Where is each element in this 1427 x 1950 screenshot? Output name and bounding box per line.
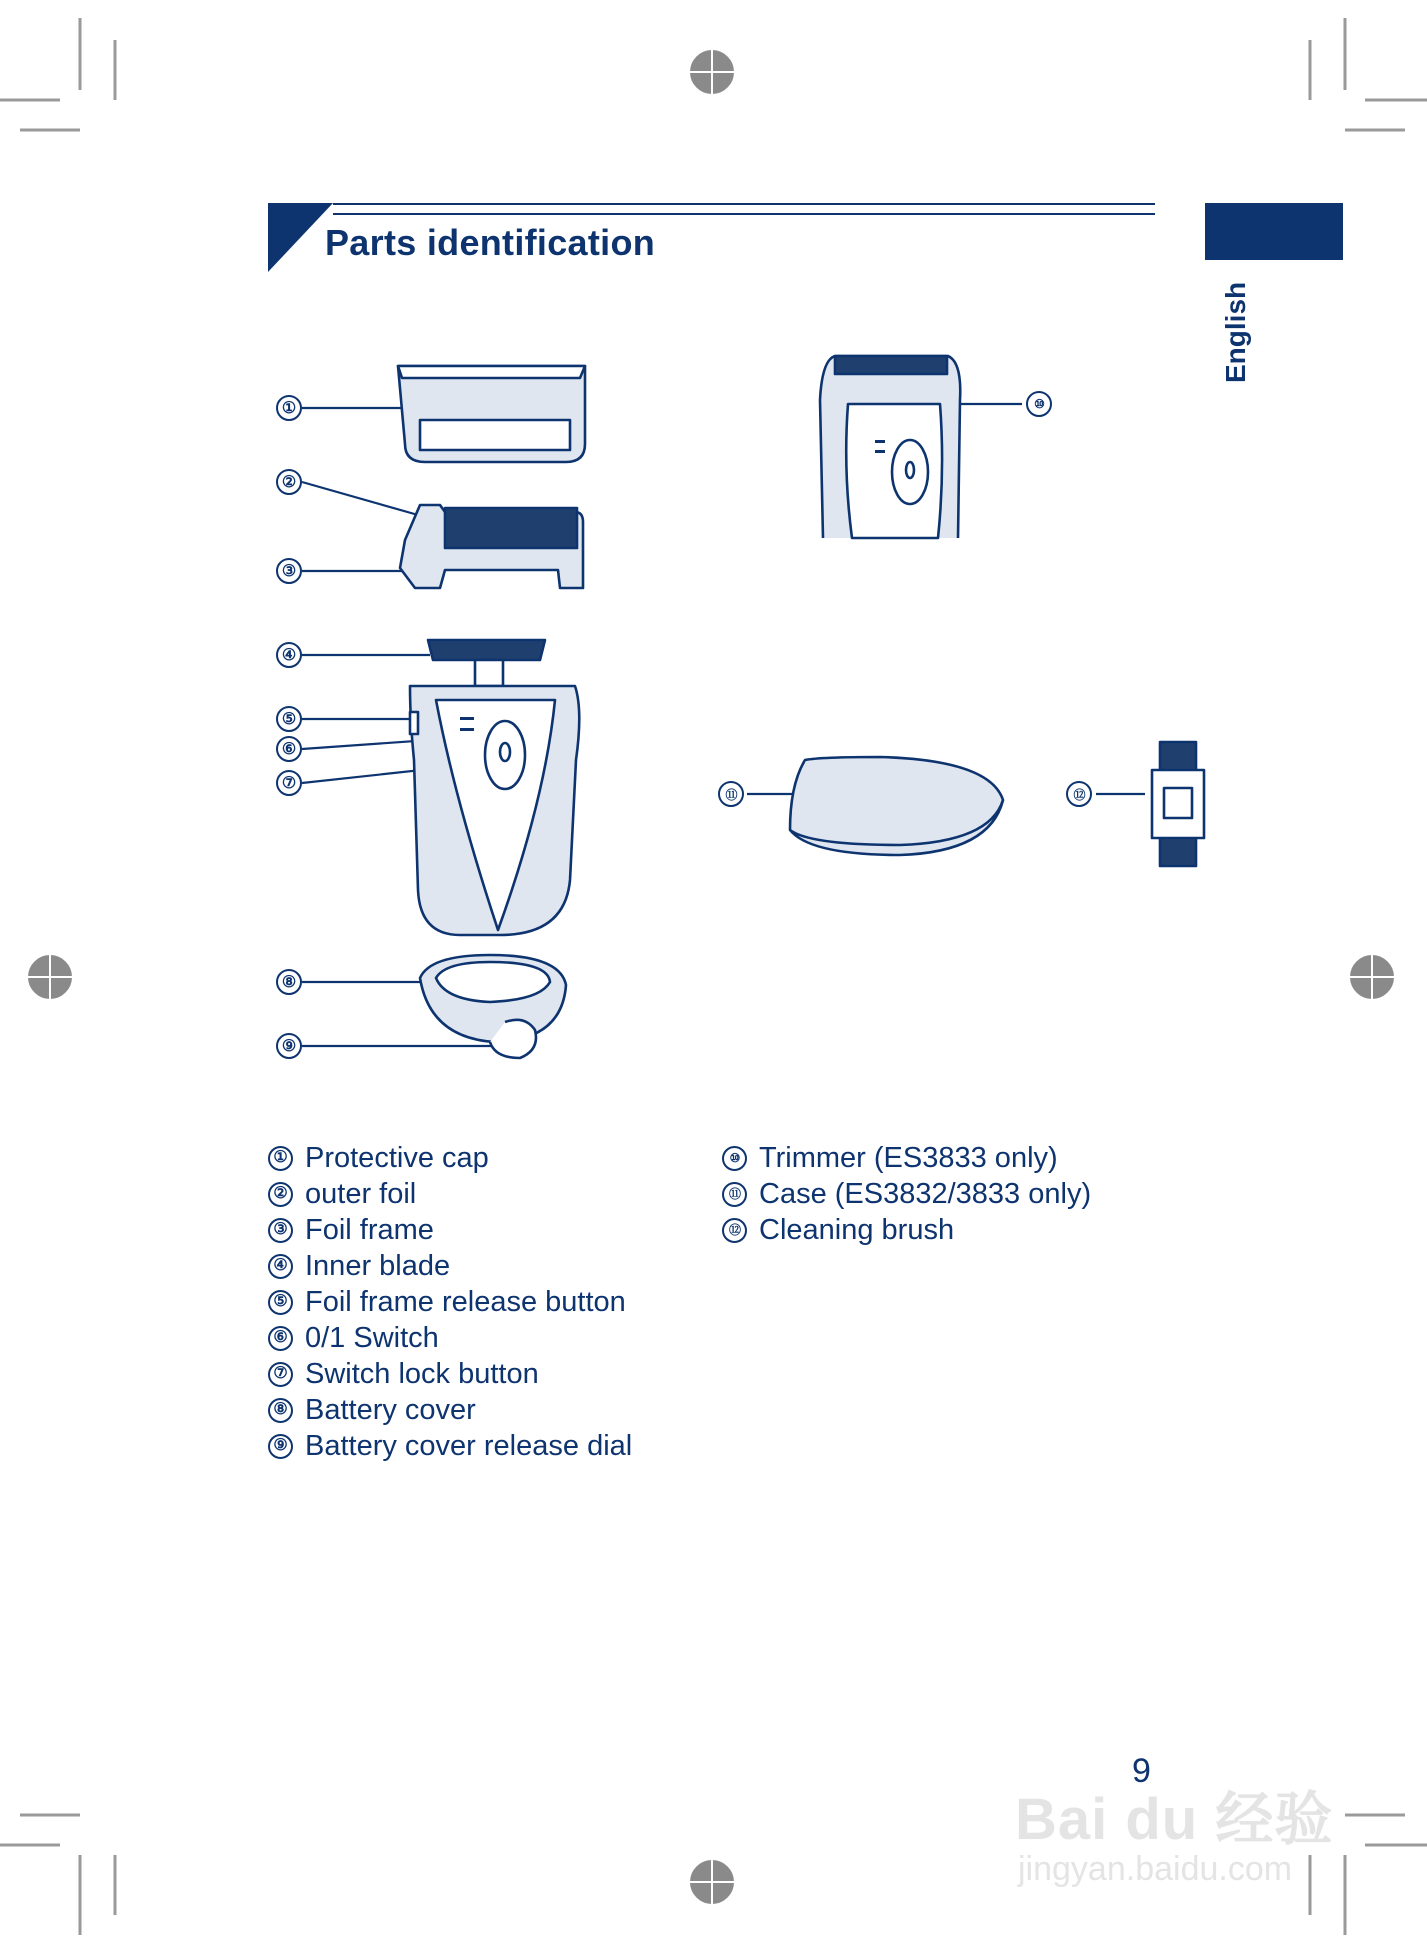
legend-label: 0/1 Switch	[305, 1321, 439, 1354]
legend-item	[268, 1212, 632, 1248]
legend-number: ⑪	[722, 1182, 747, 1207]
callout-10: ⑩	[1026, 391, 1052, 417]
page-number: 9	[1132, 1752, 1151, 1790]
legend-item	[722, 1212, 1091, 1248]
legend-item	[268, 1176, 632, 1212]
page-title: Parts identification	[325, 222, 656, 263]
legend-item	[268, 1356, 632, 1392]
callout-11: ⑪	[718, 781, 744, 807]
callout-6: ⑥	[276, 736, 302, 762]
legend-number: ⑨	[268, 1434, 293, 1459]
legend-label: Battery cover	[305, 1393, 476, 1426]
legend-number: ⑤	[268, 1290, 293, 1315]
legend-label: Trimmer (ES3833 only)	[759, 1141, 1058, 1174]
crop-marks	[0, 18, 1427, 1935]
callout-9: ⑨	[276, 1033, 302, 1059]
legend-item	[722, 1176, 1091, 1212]
legend-number: ③	[268, 1218, 293, 1243]
legend-item	[268, 1320, 632, 1356]
legend-number: ⑫	[722, 1218, 747, 1243]
legend-label: Switch lock button	[305, 1357, 539, 1390]
foil-frame	[400, 505, 583, 588]
callout-12: ⑫	[1066, 781, 1092, 807]
registration-marks	[27, 49, 1395, 1905]
legend-number: ⑩	[722, 1146, 747, 1171]
callout-8: ⑧	[276, 969, 302, 995]
legend-label: Inner blade	[305, 1249, 451, 1282]
legend-item	[722, 1140, 1091, 1176]
callout-3: ③	[276, 558, 302, 584]
legend-number: ⑥	[268, 1326, 293, 1351]
legend-left	[268, 1140, 632, 1464]
watermark-logo: Bai du 经验	[1015, 1787, 1334, 1852]
legend-item	[268, 1140, 632, 1176]
battery-cover	[420, 955, 566, 1058]
shaver-body	[410, 686, 579, 935]
callout-1: ①	[276, 395, 302, 421]
callout-2: ②	[276, 469, 302, 495]
callout-7: ⑦	[276, 770, 302, 796]
callout-5: ⑤	[276, 706, 302, 732]
legend-label: Battery cover release dial	[305, 1429, 633, 1462]
watermark-url: jingyan.baidu.com	[1018, 1850, 1293, 1888]
legend-number: ④	[268, 1254, 293, 1279]
legend-label: Foil frame release button	[305, 1285, 626, 1318]
protective-cap	[398, 366, 585, 462]
legend-item	[268, 1284, 632, 1320]
inner-blade	[428, 640, 545, 686]
legend-label: Protective cap	[305, 1141, 489, 1174]
callout-4: ④	[276, 642, 302, 668]
legend-number: ⑧	[268, 1398, 293, 1423]
legend-label: Foil frame	[305, 1213, 434, 1246]
legend-label: outer foil	[305, 1177, 417, 1210]
legend-number: ②	[268, 1182, 293, 1207]
legend-item	[268, 1428, 632, 1464]
legend-item	[268, 1248, 632, 1284]
legend-label: Cleaning brush	[759, 1213, 955, 1246]
legend-number: ⑦	[268, 1362, 293, 1387]
language-tab	[1205, 203, 1343, 260]
legend-right	[722, 1140, 1091, 1248]
language-label: English	[1220, 281, 1251, 383]
legend-item	[268, 1392, 632, 1428]
trimmer-view	[820, 355, 960, 538]
case	[790, 757, 1003, 855]
cleaning-brush	[1152, 742, 1204, 866]
legend-number: ①	[268, 1146, 293, 1171]
legend-label: Case (ES3832/3833 only)	[759, 1177, 1092, 1210]
